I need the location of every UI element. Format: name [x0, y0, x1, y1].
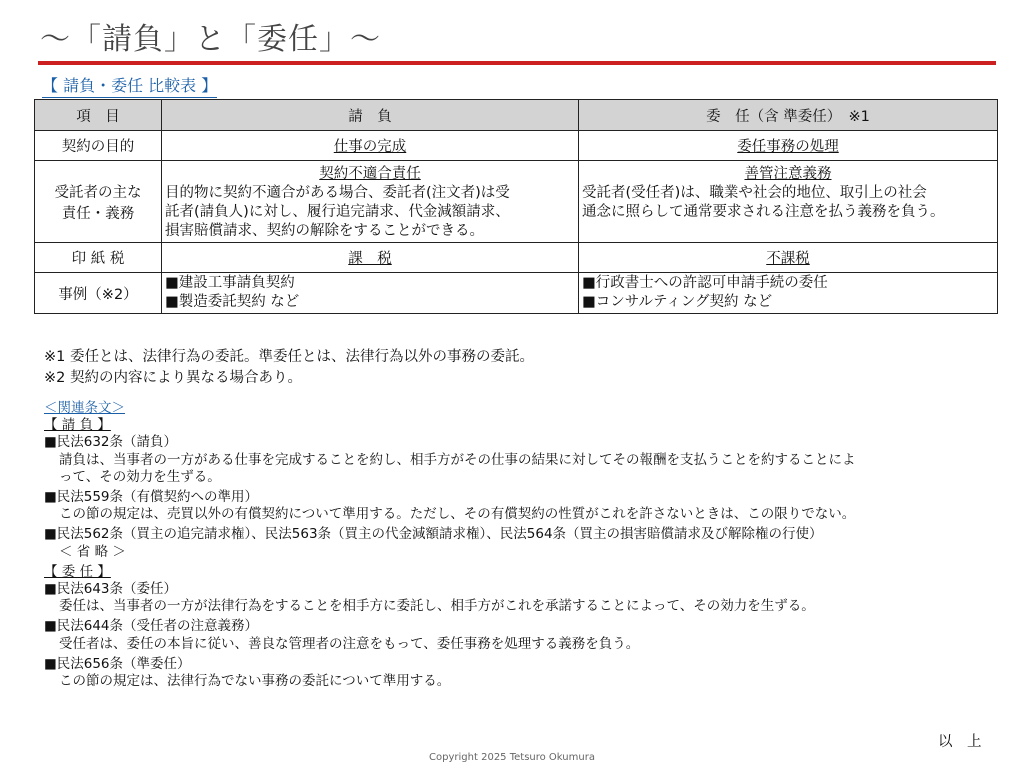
- table-header-row: [35, 100, 998, 131]
- inin-responsibility-title: 善管注意義務: [744, 166, 832, 182]
- header-inin: 委 任（含 準委任） ※1: [579, 100, 998, 131]
- inin-responsibility-line: 通念に照らして通常要求される注意を払う義務を負う。: [582, 204, 945, 220]
- table-notes: [44, 347, 534, 389]
- inin-responsibility-line: 受託者(受任者)は、職業や社会的地位、取引上の社会: [582, 185, 927, 201]
- inin-section-heading: 【 委 任 】: [44, 563, 111, 580]
- row-label-line: 責任・義務: [61, 205, 135, 222]
- ukeoi-responsibility-title: 契約不適合責任: [319, 166, 421, 182]
- ukeoi-example-item: ■建設工事請負契約: [165, 275, 295, 291]
- ukeoi-responsibility-line: 目的物に契約不適合がある場合、委託者(注文者)は受: [165, 185, 510, 201]
- article-text: 請負は、当事者の一方がある仕事を完成することを約し、相手方がその仕事の結果に対してその報酬を支払うことを約することによ: [59, 451, 856, 468]
- closing-mark: 以 上: [938, 734, 982, 750]
- comparison-table: [34, 99, 998, 314]
- inin-responsibility: [579, 161, 998, 243]
- title-divider: [38, 61, 996, 65]
- page-title: ～「請負」と「委任」～: [40, 22, 381, 57]
- omitted-marker: ＜ 省 略 ＞: [59, 543, 126, 560]
- table-row: [35, 161, 998, 243]
- copyright: Copyright 2025 Tetsuro Okumura: [429, 752, 595, 763]
- ukeoi-purpose: 仕事の完成: [333, 139, 407, 155]
- row-label: 事例（※2）: [35, 273, 162, 314]
- article-heading: ■民法644条（受任者の注意義務）: [44, 618, 259, 635]
- article-heading: ■民法656条（準委任）: [44, 655, 191, 672]
- ukeoi-responsibility-line: 託者(請負人)に対し、履行追完請求、代金減額請求、: [165, 204, 510, 220]
- inin-stamp-tax: 不課税: [766, 251, 810, 267]
- article-heading: ■民法643条（委任）: [44, 581, 178, 598]
- inin-example-item: ■コンサルティング契約 など: [582, 294, 773, 310]
- header-item: 項 目: [35, 100, 162, 131]
- row-label: [35, 161, 162, 243]
- ukeoi-example-item: ■製造委託契約 など: [165, 294, 300, 310]
- article-heading: ■民法562条（買主の追完請求権）、民法563条（買主の代金減額請求権）、民法564条（買主の損害賠償請求及び解除権の行使）: [44, 526, 823, 543]
- article-text: って、その効力を生ずる。: [59, 468, 221, 485]
- row-label: 印 紙 税: [35, 243, 162, 273]
- article-text: 受任者は、委任の本旨に従い、善良な管理者の注意をもって、委任事務を処理する義務を負う。: [59, 635, 640, 652]
- ukeoi-stamp-tax: 課 税: [348, 251, 392, 267]
- table-row: [35, 131, 998, 161]
- related-articles: [44, 400, 994, 690]
- table-row: [35, 243, 998, 273]
- ukeoi-responsibility: [162, 161, 579, 243]
- ukeoi-section-heading: 【 請 負 】: [44, 417, 111, 434]
- inin-purpose: 委任事務の処理: [737, 139, 839, 155]
- article-text: 委任は、当事者の一方が法律行為をすることを相手方に委託し、相手方がこれを承諾することによって、その効力を生ずる。: [59, 598, 815, 615]
- header-ukeoi: 請 負: [162, 100, 579, 131]
- article-heading: ■民法559条（有償契約への準用）: [44, 489, 259, 506]
- table-row: [35, 273, 998, 314]
- note: ※2 契約の内容により異なる場合あり。: [44, 370, 302, 386]
- inin-examples: [579, 273, 998, 314]
- inin-example-item: ■行政書士への許認可申請手続の委任: [582, 275, 828, 291]
- article-text: この節の規定は、法律行為でない事務の委託について準用する。: [59, 673, 451, 690]
- note: ※1 委任とは、法律行為の委託。準委任とは、法律行為以外の事務の委託。: [44, 349, 534, 365]
- article-text: この節の規定は、売買以外の有償契約について準用する。ただし、その有償契約の性質がこれを許さないときは、この限りでない。: [59, 506, 856, 523]
- row-label: 契約の目的: [35, 131, 162, 161]
- ukeoi-examples: [162, 273, 579, 314]
- comparison-table-title[interactable]: 【 請負・委任 比較表 】: [42, 73, 217, 98]
- ukeoi-responsibility-line: 損害賠償請求、契約の解除をすることができる。: [165, 223, 484, 239]
- row-label-line: 受託者の主な: [54, 184, 142, 201]
- article-heading: ■民法632条（請負）: [44, 434, 178, 451]
- related-articles-link[interactable]: ＜関連条文＞: [44, 400, 125, 416]
